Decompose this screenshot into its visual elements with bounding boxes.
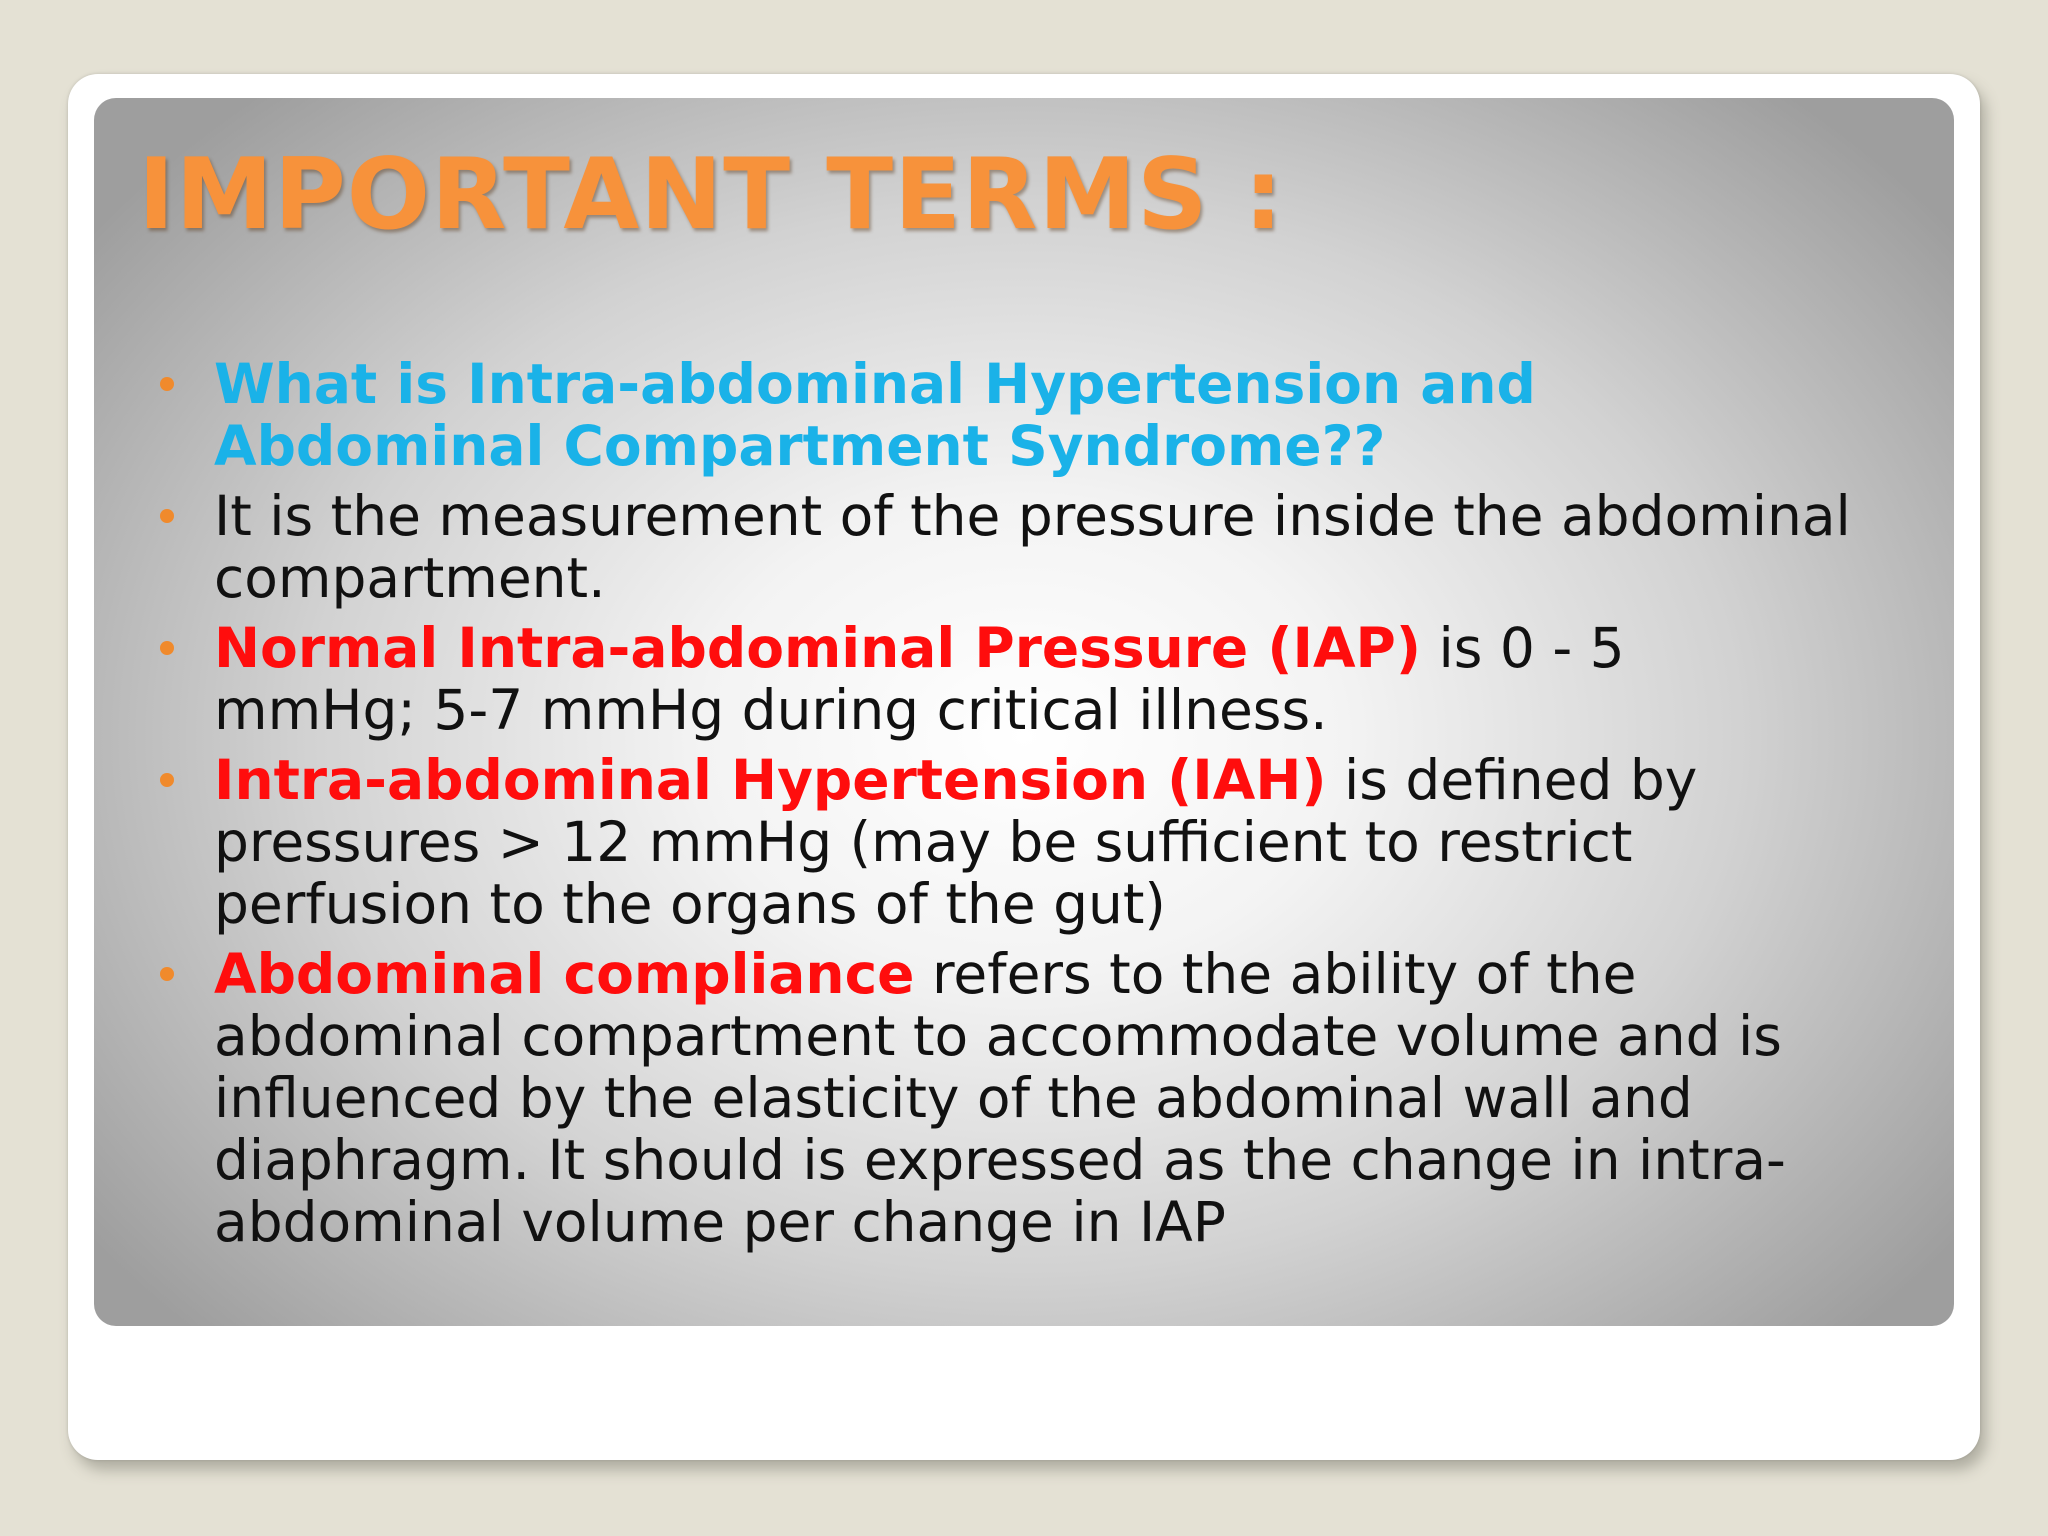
definition-line-1: It is the measurement of the pressure inside the abdominal	[214, 484, 1851, 548]
definition-line-2: compartment.	[214, 546, 606, 610]
iah-line-3: perfusion to the organs of the gut)	[214, 872, 1166, 936]
bullet-dot-icon	[160, 641, 174, 655]
question-line-1: What is Intra-abdominal Hypertension and	[214, 352, 1536, 416]
bullet-dot-icon	[160, 967, 174, 981]
bullet-compliance	[94, 943, 1954, 1253]
compliance-line-3: influenced by the elasticity of the abdominal wall and	[214, 1066, 1693, 1130]
bullet-dot-icon	[160, 377, 174, 391]
iah-line-1	[214, 749, 1924, 811]
slide-content-panel	[94, 98, 1954, 1326]
term-compliance: Abdominal compliance	[214, 942, 915, 1006]
slide-title: IMPORTANT TERMS :	[138, 138, 1284, 252]
bullet-normal-iap	[94, 617, 1954, 741]
bullet-list	[94, 353, 1954, 1261]
term-iah: Intra-abdominal Hypertension (IAH)	[214, 748, 1327, 812]
bullet-iah	[94, 749, 1954, 935]
compliance-line-2: abdominal compartment to accommodate volume and is	[214, 1004, 1782, 1068]
iah-line-2: pressures > 12 mmHg (may be sufficient to restrict	[214, 810, 1633, 874]
compliance-first-rest: refers to the ability of the	[914, 942, 1637, 1006]
bullet-dot-icon	[160, 509, 174, 523]
normal-iap-line-1	[214, 617, 1924, 679]
bullet-dot-icon	[160, 773, 174, 787]
bullet-question	[94, 353, 1954, 477]
question-line-2: Abdominal Compartment Syndrome??	[214, 414, 1386, 478]
term-normal-iap: Normal Intra-abdominal Pressure (IAP)	[214, 616, 1421, 680]
compliance-line-5: abdominal volume per change in IAP	[214, 1190, 1226, 1254]
normal-iap-first-rest: is 0 - 5	[1420, 616, 1625, 680]
bullet-definition	[94, 485, 1954, 609]
compliance-line-1	[214, 943, 1924, 1005]
compliance-line-4: diaphragm. It should is expressed as the change in intra-	[214, 1128, 1786, 1192]
normal-iap-line-2: mmHg; 5-7 mmHg during critical illness.	[214, 678, 1328, 742]
iah-first-rest: is defined by	[1326, 748, 1698, 812]
